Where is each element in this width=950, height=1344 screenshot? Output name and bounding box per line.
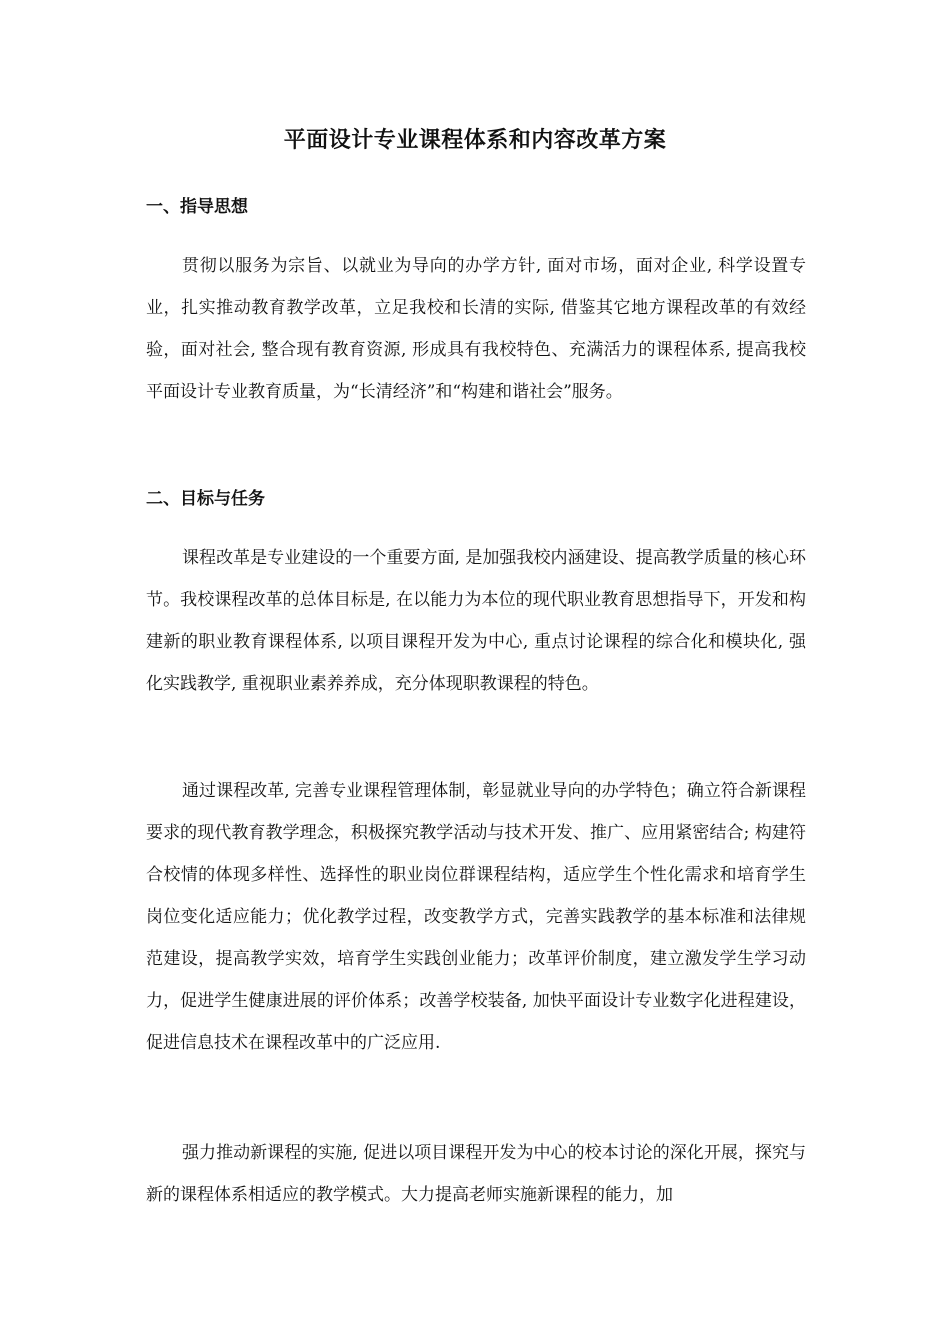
paragraph-goals-overview: 课程改革是专业建设的一个重要方面, 是加强我校内涵建设、提高教学质量的核心环节。我校课程改革的总体目标是, 在以能力为本位的现代职业教育思想指导下，开发和构建新的职业教育课程体系, 以项目课程开发为中心, 重点讨论课程的综合化和模块化, 强化实践教学, 重视职业素养养成，充分体现职教课程的特色。 — [146, 548, 806, 694]
section-heading-goals-tasks: 二、目标与任务 — [146, 489, 265, 509]
paragraph-goals-details: 通过课程改革, 完善专业课程管理体制，彰显就业导向的办学特色；确立符合新课程要求的现代教育教学理念，积极探究教学活动与技术开发、推广、应用紧密结合; 构建符合校情的体现多样性、选择性的职业岗位群课程结构，适应学生个性化需求和培育学生岗位变化适应能力；优化教学过程，改变教学方式，完善实践教学的基本标准和法律规范建设，提高教学实效，培育学生实践创业能力；改革评价制度，建立激发学生学习动力，促进学生健康进展的评价体系；改善学校装备, 加快平面设计专业数字化进程建设，促进信息技术在课程改革中的广泛应用. — [146, 781, 806, 1053]
paragraph-guiding-ideology: 贯彻以服务为宗旨、以就业为导向的办学方针, 面对市场，面对企业, 科学设置专业，扎实推动教育教学改革，立足我校和长清的实际, 借鉴其它地方课程改革的有效经验，面对社会, 整合现有教育资源, 形成具有我校特色、充满活力的课程体系, 提高我校平面设计专业教育质量，为“长清经济”和“构建和谐社会”服务。 — [146, 256, 806, 402]
document-title: 平面设计专业课程体系和内容改革方案 — [283, 128, 667, 153]
section-heading-guiding-ideology: 一、指导思想 — [146, 197, 248, 217]
paragraph-goals-implementation: 强力推动新课程的实施, 促进以项目课程开发为中心的校本讨论的深化开展，探究与新的课程体系相适应的教学模式。大力提高老师实施新课程的能力，加 — [146, 1143, 806, 1205]
